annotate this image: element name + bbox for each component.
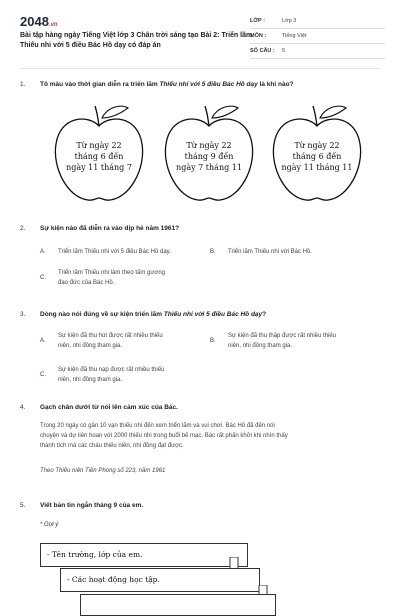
apple-option-2[interactable] [158, 102, 260, 207]
question-number: 1. [20, 81, 26, 88]
passage-line: Trong 20 ngày có gần 10 vạn thiếu nhi đến xem triển lãm và vui chơi. Bác Hồ đã đến nói [40, 423, 275, 429]
passage-line: thành tích mà các cháu thiếu niên, nhi đồng đạt được. [40, 443, 184, 449]
option-text-line: Triển lãm Thiếu nhi làm theo tấm gương [58, 270, 166, 276]
question-number: 2. [20, 225, 26, 232]
option-a[interactable] [40, 332, 210, 352]
apple-line: Từ ngày 22 [76, 141, 122, 150]
option-c[interactable] [40, 269, 240, 289]
option-text: Triển lãm Thiếu nhi với 5 điều Bác Hồ dạy. [58, 249, 171, 255]
step-box-3 [80, 594, 276, 616]
meta-key: SỐ CÂU : [250, 48, 275, 54]
option-b[interactable] [210, 332, 390, 352]
option-letter: A. [40, 249, 46, 255]
header-divider [20, 68, 380, 69]
apple-options [48, 102, 368, 212]
meta-row-count [250, 44, 385, 59]
passage-source: Theo Thiếu niên Tiền Phong số 223, năm 1961 [40, 468, 166, 474]
question-text-italic: Thiếu nhi với 5 điều Bác Hồ dạy [159, 81, 258, 88]
apple-line: ngày 11 tháng 11 [281, 163, 353, 172]
option-text-line: Sự kiện đã thu thập được rất nhiều thiếu [228, 333, 337, 339]
meta-row-subject [250, 29, 385, 44]
question-number: 3. [20, 311, 26, 318]
apple-line: ngày 7 tháng 11 [176, 163, 242, 172]
question-text-part: là khi nào? [257, 81, 294, 88]
apple-label [172, 140, 246, 173]
logo-text: 2048 [20, 14, 49, 29]
step-text: - Tên trường, lớp của em. [47, 550, 143, 559]
option-letter: A. [40, 338, 46, 344]
question-text-part: Dòng nào nói đúng về sự kiện triển lãm [40, 311, 164, 318]
document-title: Bài tập hàng ngày Tiếng Việt lớp 3 Chân trời sáng tạo Bài 2: Triển lãm Thiếu nhi với 5 điều Bác Hồ dạy có đáp án [20, 32, 253, 49]
meta-key: MÔN : [250, 33, 267, 39]
option-text-line: Sự kiện đã thu hút được rất nhiều thiếu [58, 333, 163, 339]
logo-suffix: .vn [48, 22, 58, 28]
question-text-italic: Thiếu nhi với 5 điều Bác Hồ dạy [163, 311, 263, 318]
passage [40, 421, 380, 451]
apple-line: ngày 11 tháng 7 [66, 163, 132, 172]
step-box-1 [40, 543, 248, 567]
question-text-part: ? [262, 311, 267, 318]
option-text-line: đạo đức của Bác Hồ. [58, 280, 115, 286]
page-header [0, 0, 400, 64]
apple-line: tháng 6 đến [292, 152, 342, 161]
option-text: Triển lãm Thiếu nhi với Bác Hồ. [228, 249, 312, 255]
question-text: Sự kiện nào đã diễn ra vào dịp hè năm 1961? [40, 225, 180, 232]
meta-value: 5 [282, 48, 286, 54]
meta-key: LỚP : [250, 18, 265, 24]
step-text: - Các hoạt động học tập. [67, 575, 160, 584]
option-letter: C. [40, 275, 46, 281]
option-letter: B. [210, 249, 216, 255]
meta-row-grade [250, 14, 385, 29]
apple-line: tháng 6 đến [74, 152, 124, 161]
option-text-line: Sự kiện đã thu nạp được rất nhiều thiếu [58, 367, 165, 373]
question-text: Viết bản tin ngắn tháng 9 của em. [40, 502, 144, 509]
question-text-part: Tô màu vào thời gian diễn ra triển lãm [40, 81, 160, 88]
option-text-line: niên, nhi đồng tham gia. [58, 343, 123, 349]
option-text-line: niên, nhi đồng tham gia. [58, 377, 123, 383]
meta-table [250, 14, 385, 59]
option-letter: B. [210, 338, 216, 344]
question-number: 5. [20, 502, 26, 509]
question-text: Gạch chân dưới từ nói lên cảm xúc của Bác. [40, 404, 178, 411]
step-box-2 [60, 568, 260, 592]
question-number: 4. [20, 404, 26, 411]
option-c[interactable] [40, 366, 210, 386]
question-text [40, 81, 380, 88]
question-text [40, 311, 380, 318]
apple-label [280, 140, 354, 173]
option-text-line: niên, nhi đồng tham gia. [228, 343, 293, 349]
apple-line: Từ ngày 22 [294, 141, 340, 150]
passage-line: chuyện và dự liên hoan với 2000 thiếu nhi trong buổi bế mạc. Bác rất phấn khởi khi nhìn thấy [40, 433, 288, 439]
apple-option-3[interactable] [266, 102, 368, 207]
option-letter: C. [40, 372, 46, 378]
meta-value: Tiếng Việt [282, 33, 307, 39]
apple-label [62, 140, 136, 173]
hint-label: * Gợi ý [40, 522, 59, 528]
apple-line: tháng 9 đến [184, 152, 234, 161]
apple-option-1[interactable] [48, 102, 150, 207]
site-logo[interactable] [20, 14, 58, 29]
meta-value: Lớp 3 [282, 18, 297, 24]
apple-line: Từ ngày 22 [186, 141, 232, 150]
